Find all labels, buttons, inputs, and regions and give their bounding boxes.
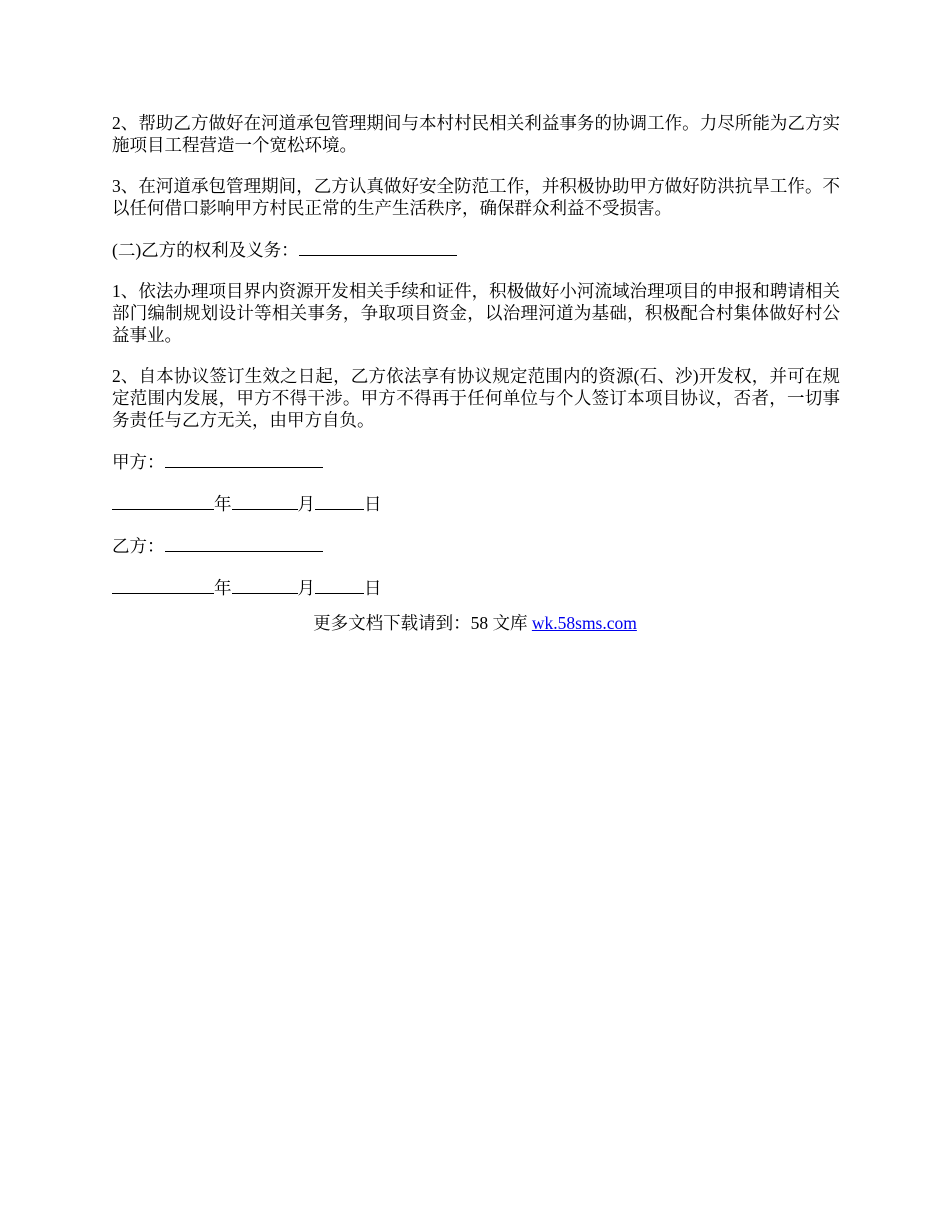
year-label: 年 <box>214 578 232 598</box>
footer <box>0 612 950 634</box>
year-blank <box>112 492 214 510</box>
date-line-party-a <box>112 492 840 515</box>
party-a-label: 甲方： <box>112 452 165 472</box>
month-blank <box>232 492 298 510</box>
day-label: 日 <box>364 578 382 598</box>
blank-line <box>299 238 457 256</box>
year-blank <box>112 576 214 594</box>
month-label: 月 <box>297 578 315 598</box>
paragraph-development-rights: 2、自本协议签订生效之日起，乙方依法享有协议规定范围内的资源(石、沙)开发权，并可在规定范围内发展，甲方不得干涉。甲方不得再于任何单位与个人签订本项目协议，否者，一切事务责任与乙方无关，由甲方自负。 <box>112 366 840 430</box>
day-label: 日 <box>364 494 382 514</box>
footer-link[interactable]: wk.58sms.com <box>531 613 637 633</box>
month-blank <box>232 576 298 594</box>
day-blank <box>315 492 364 510</box>
signature-party-a <box>112 450 840 473</box>
footer-text: 更多文档下载请到：58 文库 <box>313 613 532 633</box>
signature-blank <box>165 534 323 552</box>
signature-party-b <box>112 534 840 557</box>
month-label: 月 <box>297 494 315 514</box>
section-heading-party-b-rights <box>112 238 840 261</box>
paragraph-procedures: 1、依法办理项目界内资源开发相关手续和证件，积极做好小河流域治理项目的申报和聘请相关部门编制规划设计等相关事务，争取项目资金，以治理河道为基础，积极配合村集体做好村公益事业。 <box>112 281 840 345</box>
document-body <box>112 112 840 618</box>
date-line-party-b <box>112 576 840 599</box>
section-heading-label: (二)乙方的权利及义务： <box>112 240 299 260</box>
party-b-label: 乙方： <box>112 536 165 556</box>
paragraph-safety-duty: 3、在河道承包管理期间，乙方认真做好安全防范工作，并积极协助甲方做好防洪抗旱工作。不以任何借口影响甲方村民正常的生产生活秩序，确保群众利益不受损害。 <box>112 176 840 218</box>
day-blank <box>315 576 364 594</box>
paragraph-assist-coordination: 2、帮助乙方做好在河道承包管理期间与本村村民相关利益事务的协调工作。力尽所能为乙方实施项目工程营造一个宽松环境。 <box>112 113 840 155</box>
year-label: 年 <box>214 494 232 514</box>
signature-blank <box>165 450 323 468</box>
